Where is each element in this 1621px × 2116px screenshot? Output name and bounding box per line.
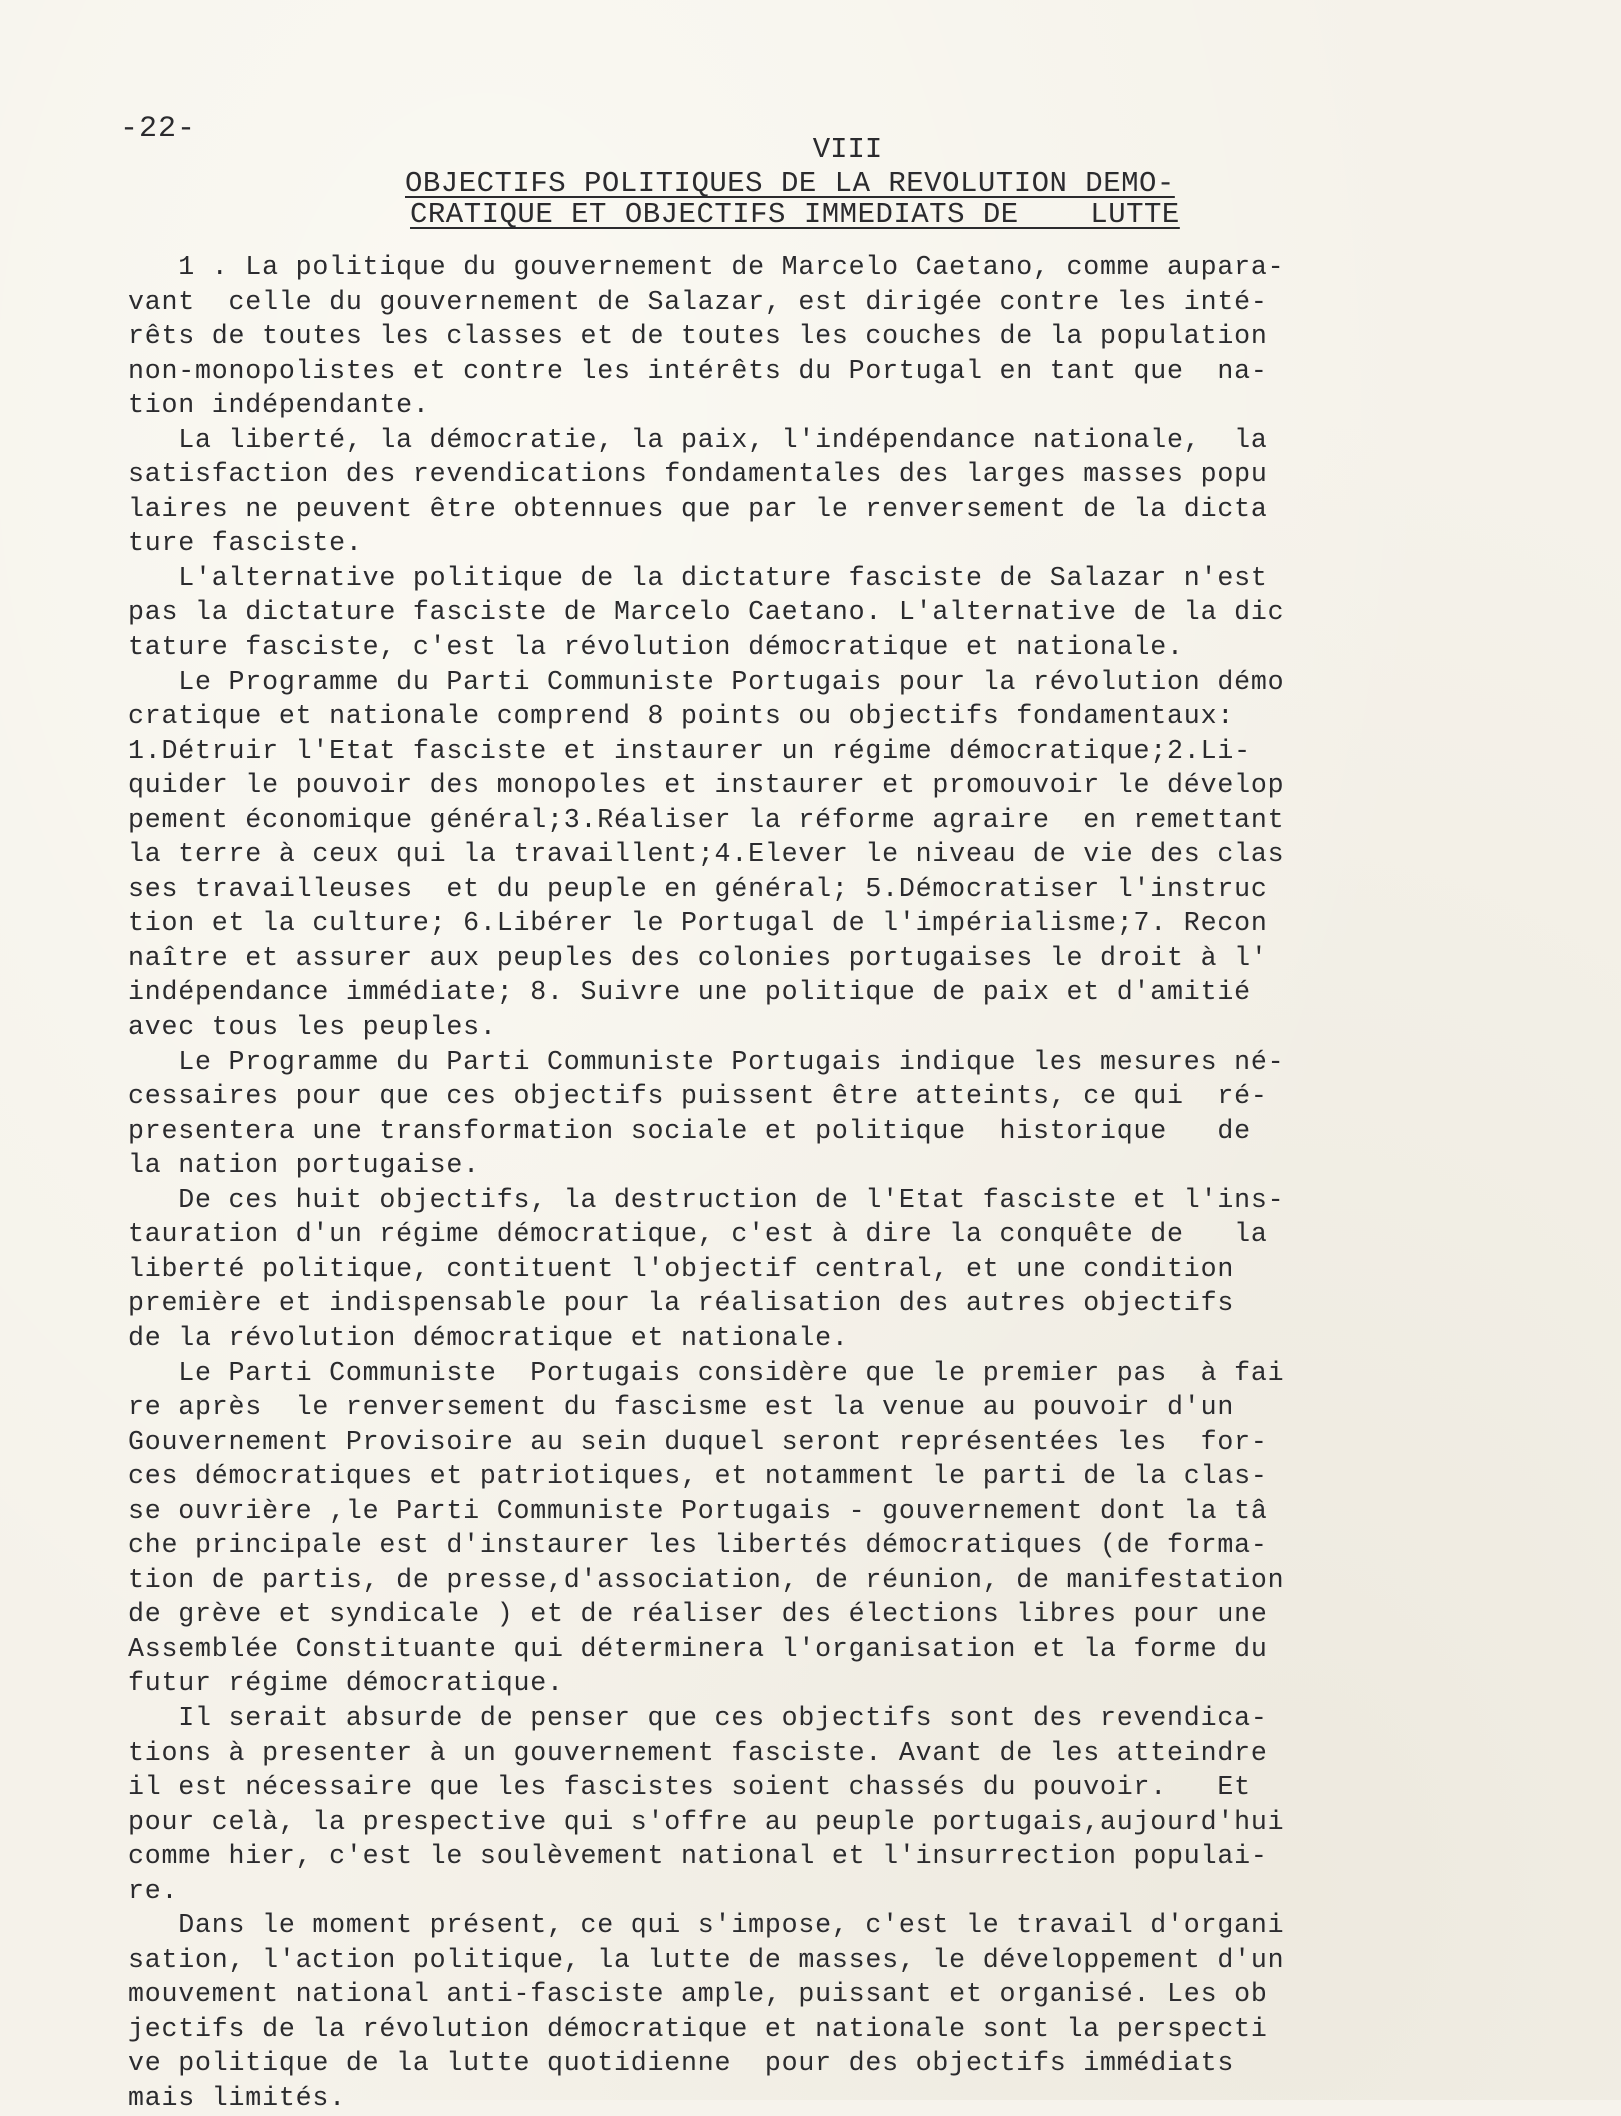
text-line: 1 . La politique du gouvernement de Marcelo Caetano, comme aupara- <box>128 252 1285 282</box>
chapter-number: VIII <box>812 133 883 166</box>
text-line: de grève et syndicale ) et de réaliser des élections libres pour une <box>128 1599 1268 1630</box>
text-line: vant celle du gouvernement de Salazar, est dirigée contre les inté- <box>128 286 1268 317</box>
text-line: tion indépendante. <box>128 390 430 421</box>
text-line: pement économique général;3.Réaliser la réforme agraire en remettant <box>128 804 1285 835</box>
text-line: mouvement national anti-fasciste ample, puissant et organisé. Les ob <box>128 1979 1268 2010</box>
paragraph <box>128 1701 1538 1908</box>
text-line: presentera une transformation sociale et politique historique de <box>128 1115 1251 1146</box>
body-text <box>128 250 1538 2116</box>
paragraph <box>128 1045 1538 1183</box>
text-line: Il serait absurde de penser que ces objectifs sont des revendica- <box>128 1702 1268 1733</box>
page-number: -22- <box>120 112 197 146</box>
paragraph <box>128 250 1538 423</box>
text-line: rêts de toutes les classes et de toutes les couches de la population <box>128 321 1268 352</box>
paragraph <box>128 561 1538 665</box>
chapter-title-line-2: CRATIQUE ET OBJECTIFS IMMEDIATS DE LUTTE <box>410 198 1180 231</box>
text-line: se ouvrière ,le Parti Communiste Portugais - gouvernement dont la tâ <box>128 1495 1268 1526</box>
text-line: tauration d'un régime démocratique, c'est à dire la conquête de la <box>128 1219 1268 1250</box>
text-line: indépendance immédiate; 8. Suivre une politique de paix et d'amitié <box>128 977 1251 1008</box>
paragraph <box>128 1356 1538 1701</box>
text-line: pas la dictature fasciste de Marcelo Caetano. L'alternative de la dic <box>128 597 1285 628</box>
text-line: pour celà, la prespective qui s'offre au peuple portugais,aujourd'hui <box>128 1806 1285 1837</box>
chapter-title-line-1: OBJECTIFS POLITIQUES DE LA REVOLUTION DEMO- <box>405 167 1175 200</box>
text-line: avec tous les peuples. <box>128 1012 497 1043</box>
text-line: liberté politique, contituent l'objectif central, et une condition <box>128 1253 1235 1284</box>
text-line: Le Programme du Parti Communiste Portugais pour la révolution démo <box>128 666 1285 697</box>
text-line: Dans le moment présent, ce qui s'impose, c'est le travail d'organi <box>128 1910 1285 1941</box>
text-line: Le Parti Communiste Portugais considère que le premier pas à fai <box>128 1357 1285 1388</box>
text-line: L'alternative politique de la dictature fasciste de Salazar n'est <box>128 562 1268 593</box>
text-line: tature fasciste, c'est la révolution démocratique et nationale. <box>128 632 1184 663</box>
text-line: cratique et nationale comprend 8 points ou objectifs fondamentaux: <box>128 701 1235 732</box>
paragraph <box>128 423 1538 561</box>
text-line: satisfaction des revendications fondamentales des larges masses popu <box>128 459 1268 490</box>
text-line: che principale est d'instaurer les libertés démocratiques (de forma- <box>128 1530 1268 1561</box>
text-line: première et indispensable pour la réalisation des autres objectifs <box>128 1288 1235 1319</box>
text-line: ses travailleuses et du peuple en général; 5.Démocratiser l'instruc <box>128 873 1268 904</box>
text-line: naître et assurer aux peuples des colonies portugaises le droit à l' <box>128 942 1268 973</box>
text-line: La liberté, la démocratie, la paix, l'indépendance nationale, la <box>128 424 1268 455</box>
text-line: cessaires pour que ces objectifs puissent être atteints, ce qui ré- <box>128 1081 1268 1112</box>
text-line: comme hier, c'est le soulèvement national et l'insurrection populai- <box>128 1841 1268 1872</box>
paragraph <box>128 1908 1538 2115</box>
text-line: Assemblée Constituante qui déterminera l'organisation et la forme du <box>128 1633 1268 1664</box>
paragraph <box>128 665 1538 1045</box>
text-line: futur régime démocratique. <box>128 1668 564 1699</box>
paragraph <box>128 1183 1538 1356</box>
text-line: laires ne peuvent être obtennues que par le renversement de la dicta <box>128 493 1268 524</box>
text-line: quider le pouvoir des monopoles et instaurer et promouvoir le dévelop <box>128 770 1285 801</box>
text-line: Le Programme du Parti Communiste Portugais indique les mesures né- <box>128 1046 1285 1077</box>
text-line: non-monopolistes et contre les intérêts du Portugal en tant que na- <box>128 355 1268 386</box>
text-line: ture fasciste. <box>128 528 363 559</box>
text-line: tion et la culture; 6.Libérer le Portugal de l'impérialisme;7. Recon <box>128 908 1268 939</box>
text-line: De ces huit objectifs, la destruction de l'Etat fasciste et l'ins- <box>128 1184 1285 1215</box>
text-line: re après le renversement du fascisme est la venue au pouvoir d'un <box>128 1392 1235 1423</box>
text-line: tion de partis, de presse,d'association, de réunion, de manifestation <box>128 1564 1285 1595</box>
text-line: 1.Détruir l'Etat fasciste et instaurer un régime démocratique;2.Li- <box>128 735 1251 766</box>
text-line: Gouvernement Provisoire au sein duquel seront représentées les for- <box>128 1426 1268 1457</box>
text-line: tions à presenter à un gouvernement fasciste. Avant de les atteindre <box>128 1737 1268 1768</box>
text-line: il est nécessaire que les fascistes soient chassés du pouvoir. Et <box>128 1772 1251 1803</box>
text-line: la terre à ceux qui la travaillent;4.Elever le niveau de vie des clas <box>128 839 1285 870</box>
text-line: mais limités. <box>128 2082 346 2113</box>
text-line: de la révolution démocratique et nationale. <box>128 1322 849 1353</box>
text-line: ces démocratiques et patriotiques, et notamment le parti de la clas- <box>128 1461 1268 1492</box>
text-line: re. <box>128 1875 179 1906</box>
text-line: sation, l'action politique, la lutte de masses, le développement d'un <box>128 1944 1285 1975</box>
text-line: ve politique de la lutte quotidienne pour des objectifs immédiats <box>128 2048 1235 2079</box>
text-line: la nation portugaise. <box>128 1150 480 1181</box>
text-line: jectifs de la révolution démocratique et nationale sont la perspecti <box>128 2013 1268 2044</box>
